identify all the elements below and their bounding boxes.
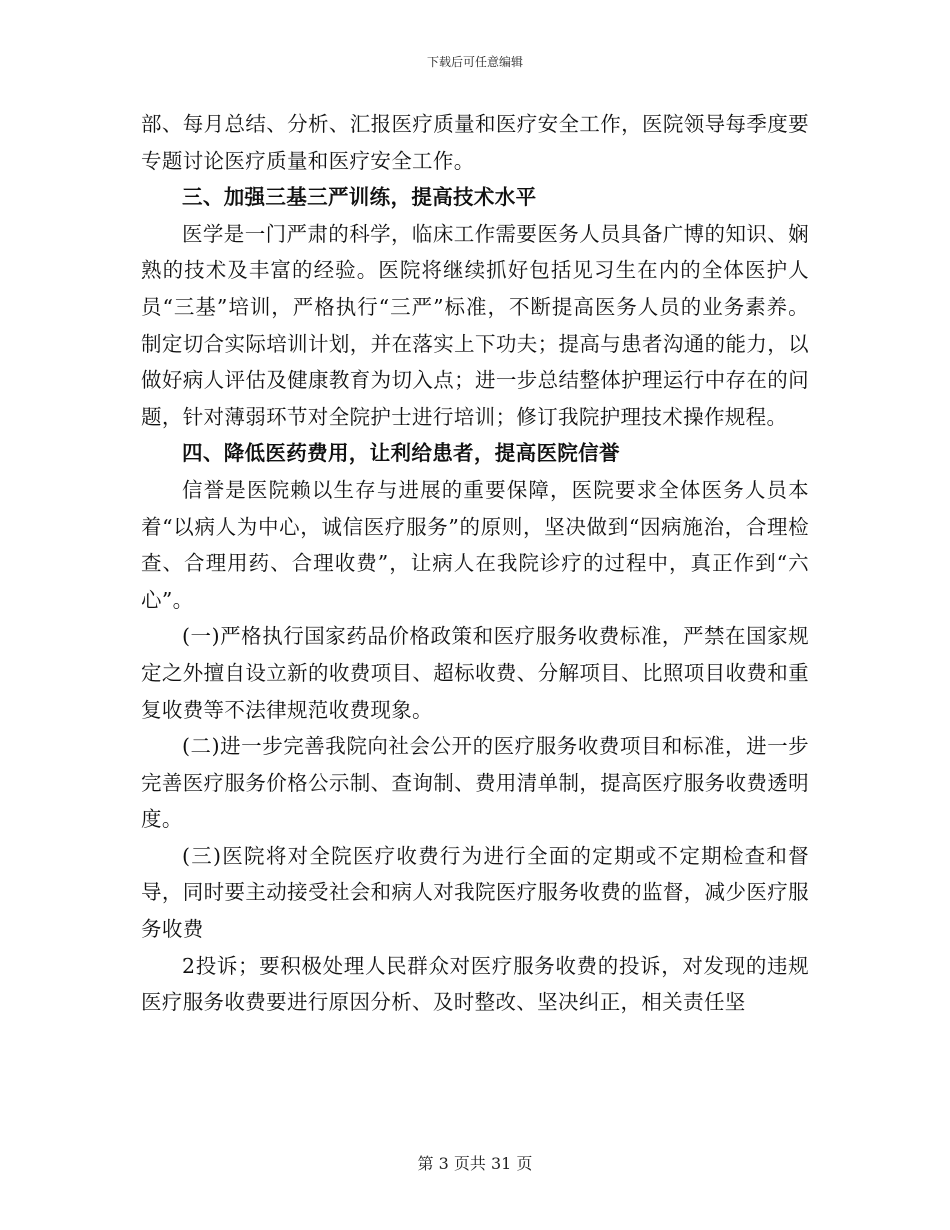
page-number: 第 3 页共 31 页 bbox=[417, 1154, 533, 1173]
list-item-1: (一)严格执行国家药品价格政策和医疗服务收费标准，严禁在国家规定之外擅自设立新的收费项目、超标收费、分解项目、比照项目收费和重复收费等不法律规范收费现象。 bbox=[141, 624, 809, 722]
paragraph-continued: 部、每月总结、分析、汇报医疗质量和医疗安全工作，医院领导每季度要专题讨论医疗质量和医疗安全工作。 bbox=[141, 112, 809, 173]
section-heading-4: 四、降低医药费用，让利给患者，提高医院信誉 bbox=[182, 441, 620, 466]
section-heading-3: 三、加强三基三严训练，提高技术水平 bbox=[182, 185, 537, 210]
paragraph-reputation: 信誉是医院赖以生存与进展的重要保障，医院要求全体医务人员本着“以病人为中心，诚信医疗服务”的原则，坚决做到“因病施治，合理检查、合理用药、合理收费”，让病人在我院诊疗的过程中，真正作到“六心”。 bbox=[141, 477, 809, 612]
document-body bbox=[141, 106, 809, 1021]
list-item-2: (二)进一步完善我院向社会公开的医疗服务收费项目和标准，进一步完善医疗服务价格公示制、查询制、费用清单制，提高医疗服务收费透明度。 bbox=[141, 734, 809, 832]
page-header-note: 下载后可任意编辑 bbox=[426, 55, 523, 69]
list-item-3: (三)医院将对全院医疗收费行为进行全面的定期或不定期检查和督导，同时要主动接受社会和病人对我院医疗服务收费的监督，减少医疗服务收费 bbox=[141, 843, 809, 942]
paragraph-complaints: 2投诉；要积极处理人民群众对医疗服务收费的投诉，对发现的违规医疗服务收费要进行原因分析、及时整改、坚决纠正，相关责任坚 bbox=[141, 953, 809, 1015]
paragraph-training: 医学是一门严肃的科学，临床工作需要医务人员具备广博的知识、娴熟的技术及丰富的经验。医院将继续抓好包括见习生在内的全体医护人员“三基”培训，严格执行“三严”标准，不断提高医务人员的业务素养。制定切合实际培训计划，并在落实上下功夫；提高与患者沟通的能力，以做好病人评估及健康教育为切入点；进一步总结整体护理运行中存在的问题，针对薄弱环节对全院护士进行培训；修订我院护理技术操作规程。 bbox=[141, 221, 809, 429]
